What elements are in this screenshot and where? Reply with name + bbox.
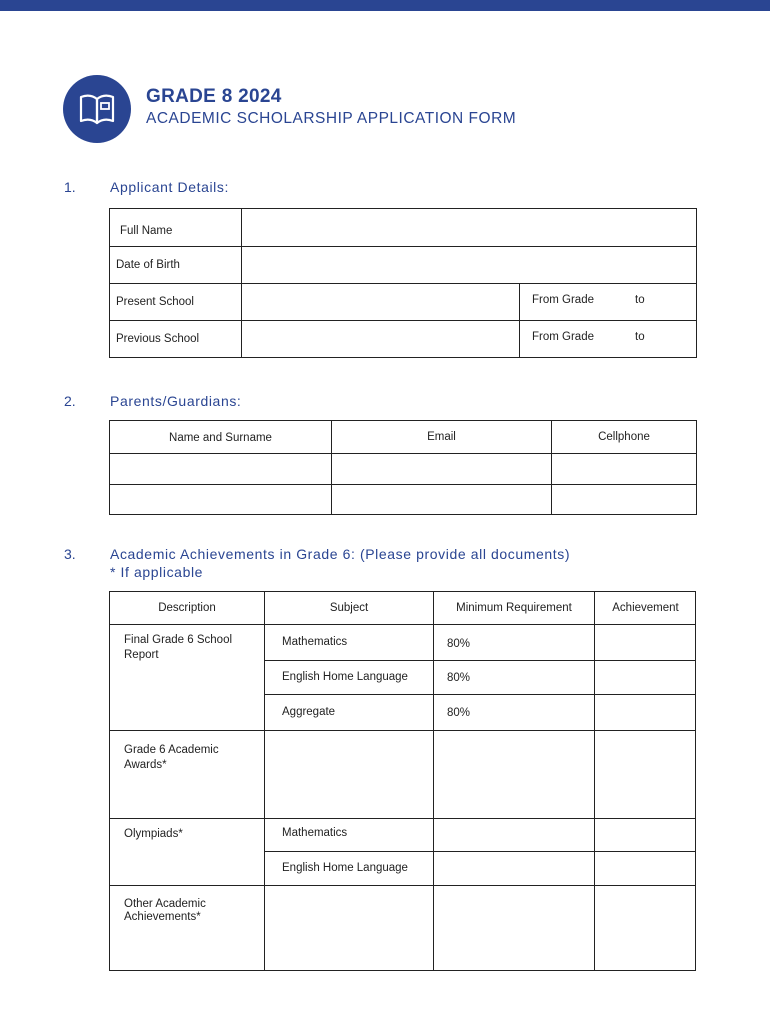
logo [63, 75, 131, 143]
awards-description: Grade 6 Academic Awards* [124, 744, 219, 771]
report-description: Final Grade 6 School Report [124, 634, 233, 661]
parent-1-cellphone-input[interactable] [552, 454, 696, 484]
parents-header-name: Name and Surname [169, 432, 272, 444]
form-subtitle: ACADEMIC SCHOLARSHIP APPLICATION FORM [146, 110, 517, 127]
book-icon [78, 92, 116, 126]
previous-school-label: Previous School [116, 333, 200, 345]
olympiad-math-input[interactable] [434, 819, 695, 851]
parent-2-cellphone-input[interactable] [552, 485, 696, 514]
report-minimum-2: 80% [447, 672, 471, 684]
ach-header-achievement: Achievement [612, 602, 679, 614]
report-subject-1: Mathematics [282, 636, 348, 648]
present-school-input[interactable] [242, 284, 519, 320]
olympiad-english-input[interactable] [434, 852, 695, 885]
ach-header-description: Description [158, 602, 216, 614]
report-minimum-1: 80% [447, 638, 471, 650]
previous-school-input[interactable] [242, 321, 519, 357]
parent-2-name-input[interactable] [110, 485, 331, 514]
awards-input[interactable] [265, 731, 695, 818]
present-to-label: to [635, 294, 645, 306]
section-3-title: Academic Achievements in Grade 6: (Please provide all documents) [110, 546, 571, 562]
full-name-label: Full Name [120, 225, 173, 237]
achievement-english-input[interactable] [595, 661, 695, 694]
report-minimum-3: 80% [447, 707, 471, 719]
section-2-number: 2. [64, 393, 76, 409]
section-2-title: Parents/Guardians: [110, 393, 242, 409]
section-3-note: * If applicable [110, 564, 204, 580]
olympiads-description: Olympiads* [124, 828, 183, 840]
section-1-number: 1. [64, 179, 76, 195]
parents-header-cellphone: Cellphone [598, 431, 650, 443]
ach-header-subject: Subject [329, 602, 369, 614]
olympiad-subject-2: English Home Language [282, 862, 408, 874]
parent-2-email-input[interactable] [332, 485, 551, 514]
previous-to-label: to [635, 331, 645, 343]
achievement-aggregate-input[interactable] [595, 695, 695, 730]
present-from-grade-label: From Grade [532, 294, 594, 306]
form-grade-title: GRADE 8 2024 [146, 86, 282, 107]
report-subject-2: English Home Language [282, 671, 408, 683]
section-1-title: Applicant Details: [110, 179, 229, 195]
full-name-input[interactable] [242, 209, 696, 246]
other-achievements-input[interactable] [265, 886, 695, 970]
achievement-math-input[interactable] [595, 625, 695, 660]
top-bar [0, 0, 770, 11]
dob-label: Date of Birth [116, 259, 180, 271]
olympiad-subject-1: Mathematics [282, 827, 348, 839]
parent-1-email-input[interactable] [332, 454, 551, 484]
previous-from-grade-label: From Grade [532, 331, 594, 343]
parent-1-name-input[interactable] [110, 454, 331, 484]
dob-input[interactable] [242, 247, 696, 283]
present-school-label: Present School [116, 296, 194, 308]
other-description: Other Academic Achievements* [124, 898, 206, 923]
parents-header-email: Email [427, 431, 456, 443]
section-3-number: 3. [64, 546, 76, 562]
ach-header-minimum: Minimum Requirement [456, 602, 572, 614]
report-subject-3: Aggregate [282, 706, 336, 718]
